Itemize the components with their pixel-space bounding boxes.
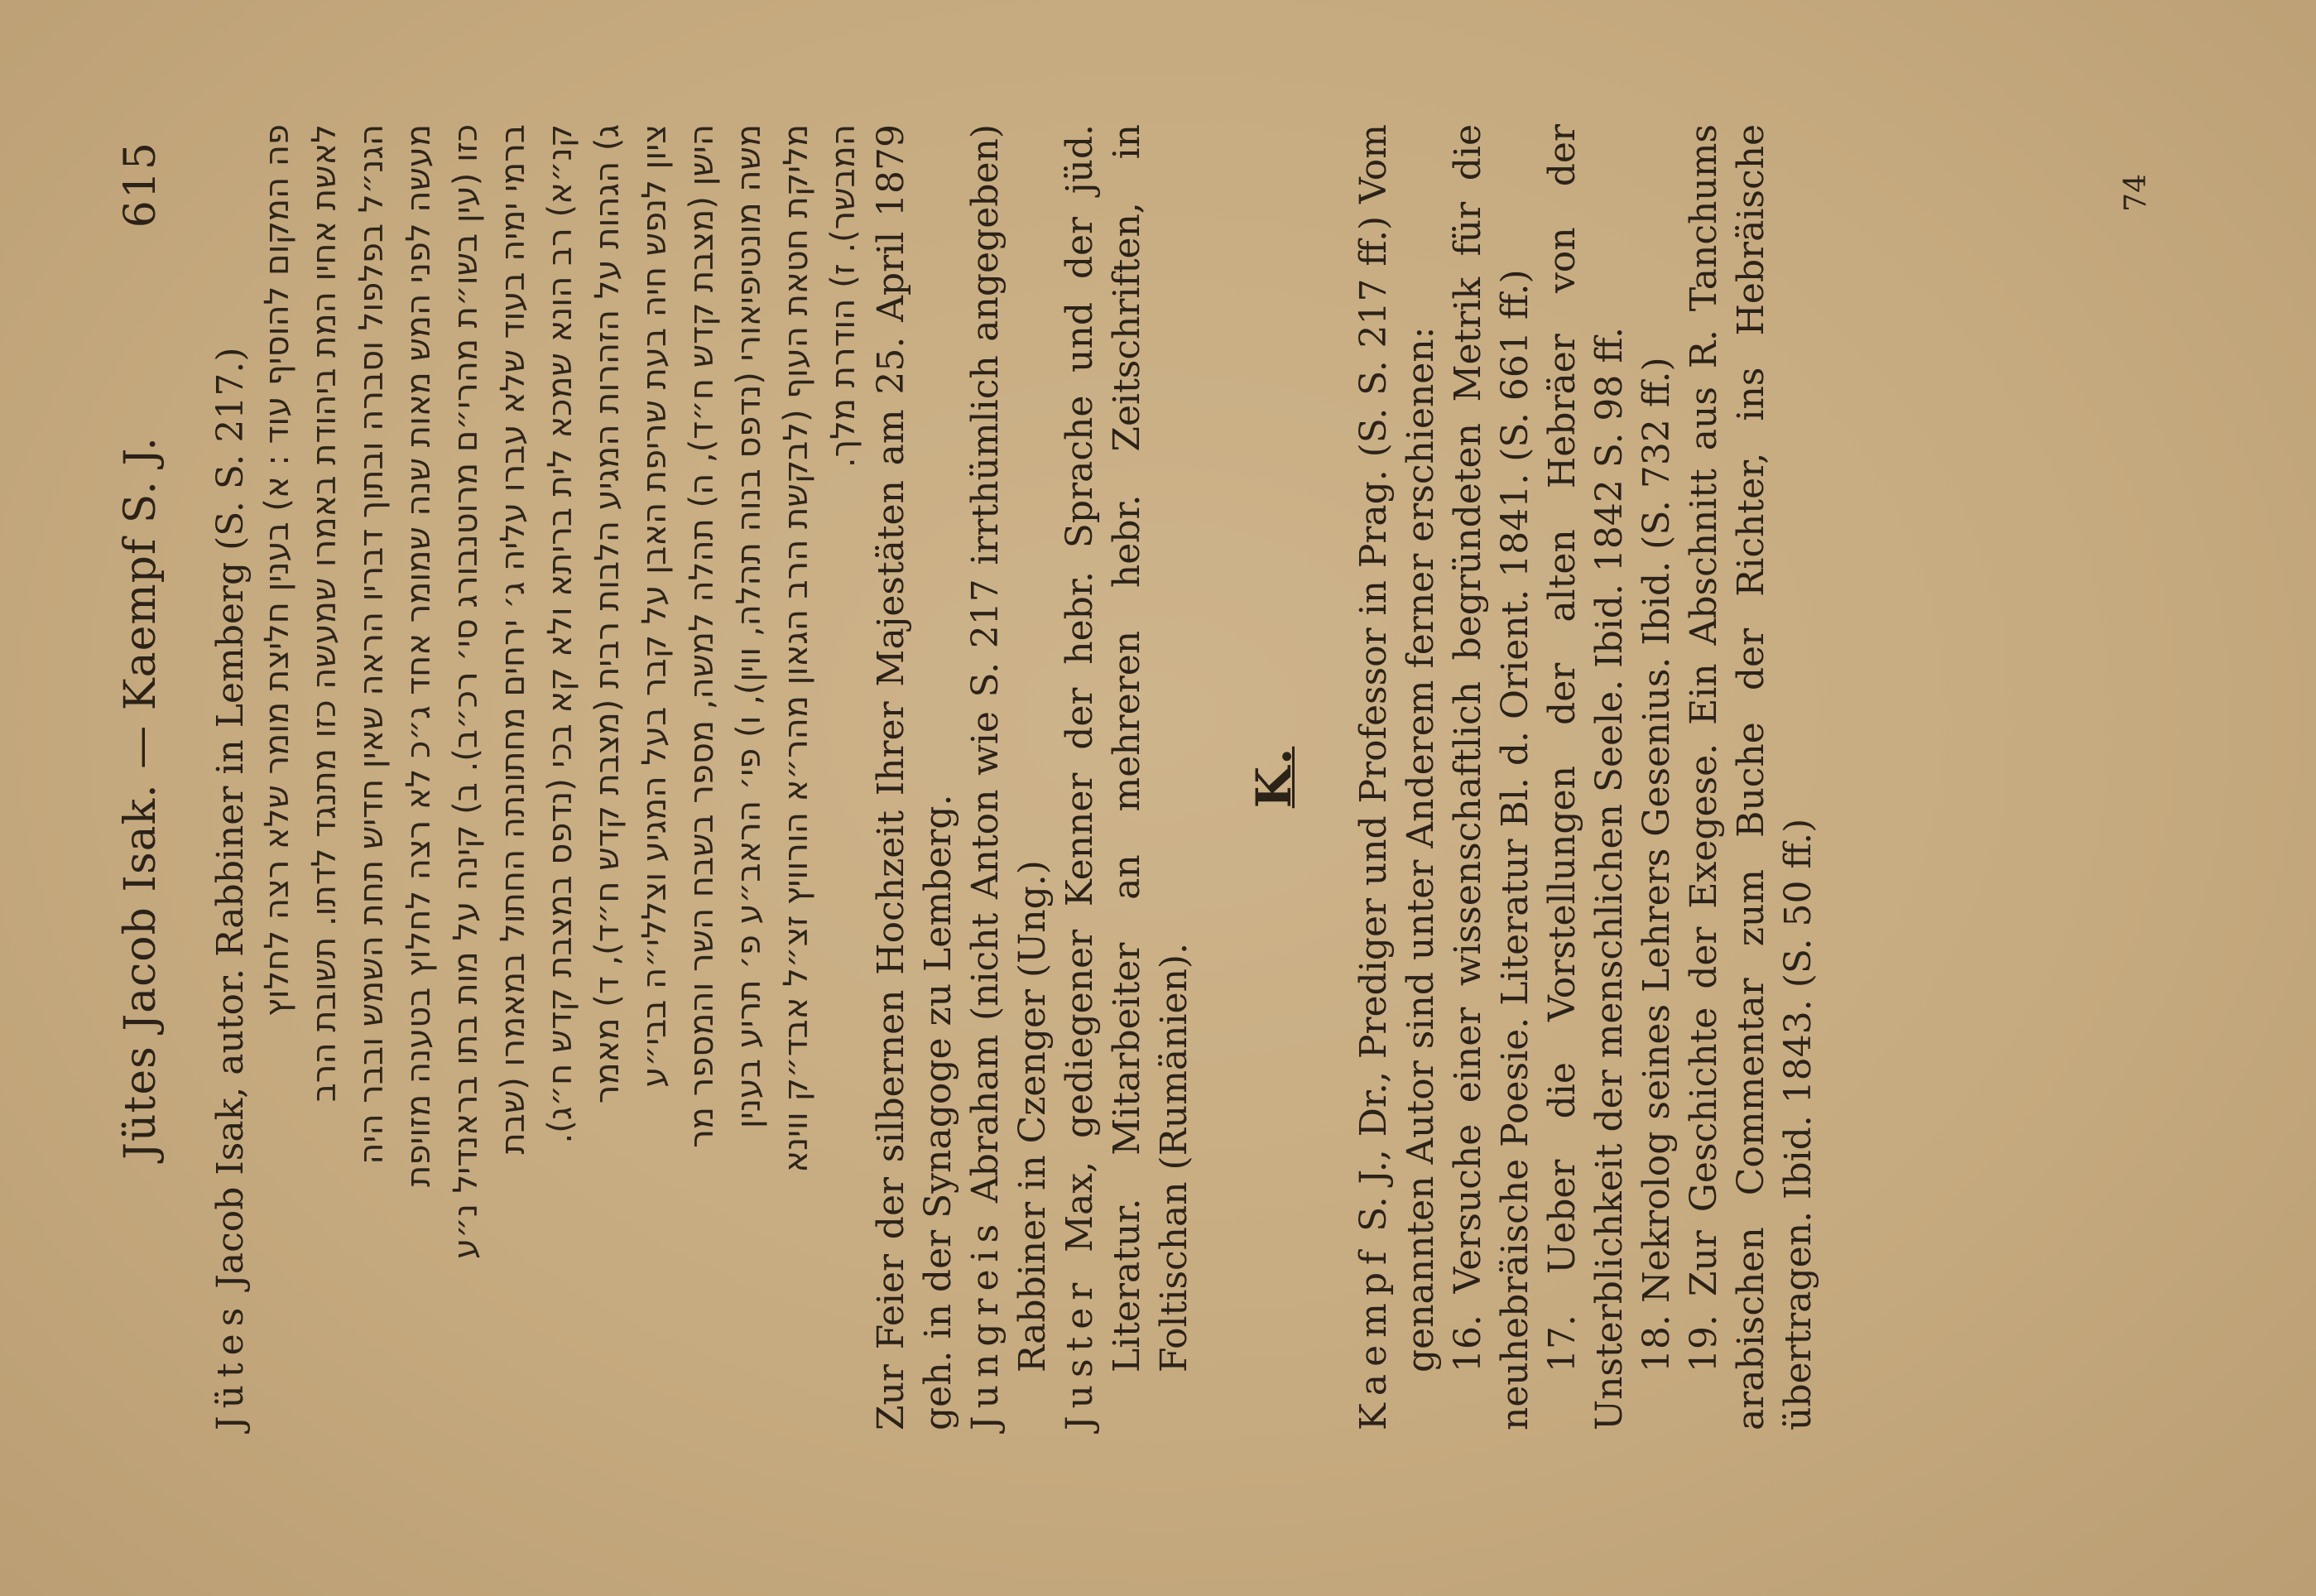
hebrew-line: משה מונטיפיאורי (נדפס בנוה תהלה, ווין), ו) פי׳ הראב״ע פ׳ תריע בענין (730, 124, 768, 1129)
hebrew-line: ברמי ימיה בעוד שלא עברו עליה ג׳ ירחים מחתונתה החתול במאמרו (שבת (494, 124, 532, 1155)
signature-mark: 74 (2119, 174, 2153, 212)
entry-name: Jungreis (964, 1216, 1007, 1430)
hebrew-line: המבשר). ז) הודרת מלך. (824, 124, 862, 469)
entry-text: Abraham (nicht Anton wie S. 217 irrthümlich angegeben) Rabbiner in Czenger (Ung.) (964, 124, 1054, 1372)
hebrew-line: כזו (עין בשו״ת מהרי״ם מרוטנבורג סי׳ רכ״ב). ב) קינה על מות בתו בראנדיל נ״ע (447, 124, 485, 1259)
hebrew-line: פה המקום להוסיף עוד : א) בענין חליצת מומר שלא רצה לחלוץ (258, 124, 296, 1017)
hebrew-line: קנ״א) רב הונא שמכא לית בריתא ולא קא בכי (נדפס במצבת קדש ח״ג). (541, 124, 579, 1144)
work-item: 19. Zur Geschichte der Exegese. Ein Abschnitt aus R. Tanchums arabischen Commentar zum Buche der Richter, ins Hebräische übertragen. Ibid. 1843. (S. 50 ff.) (1683, 124, 1819, 1430)
entry-text: S. J., Dr., Prediger und Professor in Prag. (S. S. 217 ff.) Vom genannten Autor sind unter Anderem ferner erschienen: (1353, 124, 1442, 1372)
hebrew-line: מעשה לפני המש מאות שנה שמומר אחד ג״כ לא רצה לחלוץ בטענה מזויפת (400, 124, 438, 1187)
entry-jutes (207, 124, 254, 1430)
entry-name: Juster (1059, 1275, 1101, 1430)
hebrew-line: לאשת אחיו המת ביהודת באמרו שמעשה כזו מתנגד לדתו. תשובת הרב (305, 124, 344, 1103)
entry-text: Max, gediegener Kenner der hebr. Sprache und der jüd. Literatur. Mitarbeiter an mehreren hebr. Zeitschriften, in Foltischan (Rumänien). (1059, 124, 1195, 1372)
work-item: 16. Versuche einer wissenschaftlich begründeten Metrik für die neuhebräische Poesie. Literatur Bl. d. Orient. 1841. (S. 661 ff.) (1447, 124, 1536, 1430)
entry-continuation: Zur Feier der silbernen Hochzeit Ihrer Majestäten am 25. April 1879 geh. in der Synagoge zu Lemberg. (870, 124, 959, 1430)
hebrew-line: מליקת חטאת העוף (לבקשת הרב הגאון מהר״א הורוויץ זצ״ל אבד״ק ווינא (777, 124, 815, 1173)
work-item: 17. Ueber die Vorstellungen der alten Hebräer von der Unsterblichkeit der menschlichen Seele. Ibid. 1842 S. 98 ff. (1541, 124, 1631, 1430)
page-number: 615 (116, 141, 166, 228)
hebrew-line: ציון לנפש חיה בעת שריפת האבן על קבר בעל המגיע וצללי״ה בבי״ע (636, 124, 674, 1088)
entry-juster (1056, 124, 1198, 1430)
entry-jungreis (962, 124, 1056, 1430)
entry-name: Jütes (209, 1300, 252, 1430)
entry-text: Jacob Isak, autor. Rabbiner in Lemberg (S. S. 217.) (209, 347, 252, 1300)
hebrew-line: ג) הגהות על הזהרות המגיע הלבות רבית (מצבת קדש ח״ד), ד) מאמר (589, 124, 627, 1104)
section-letter: K. (1246, 746, 1302, 809)
running-title: Jütes Jacob Isak. — Kaempf S. J. (116, 436, 166, 1160)
hebrew-block (254, 124, 867, 1430)
hebrew-line: הישן (מצבת קדש ח״ד), ה) תהלה למשה, מספר בשבח השר והמספר מר (683, 124, 721, 1148)
running-header (116, 0, 182, 1596)
upper-entries (207, 124, 1822, 1430)
entry-name: Kaempf (1353, 1243, 1395, 1430)
work-item: 18. Nekrolog seines Lehrers Gesenius. Ibid. (S. 732 ff.) (1636, 357, 1678, 1372)
entry-kaempf (1350, 124, 1444, 1430)
hebrew-line: הגנ״ל בפלפול וסברה ובתוך דבריו הראה שאין חדיש תחת השמש ובבר היה (353, 124, 391, 1165)
